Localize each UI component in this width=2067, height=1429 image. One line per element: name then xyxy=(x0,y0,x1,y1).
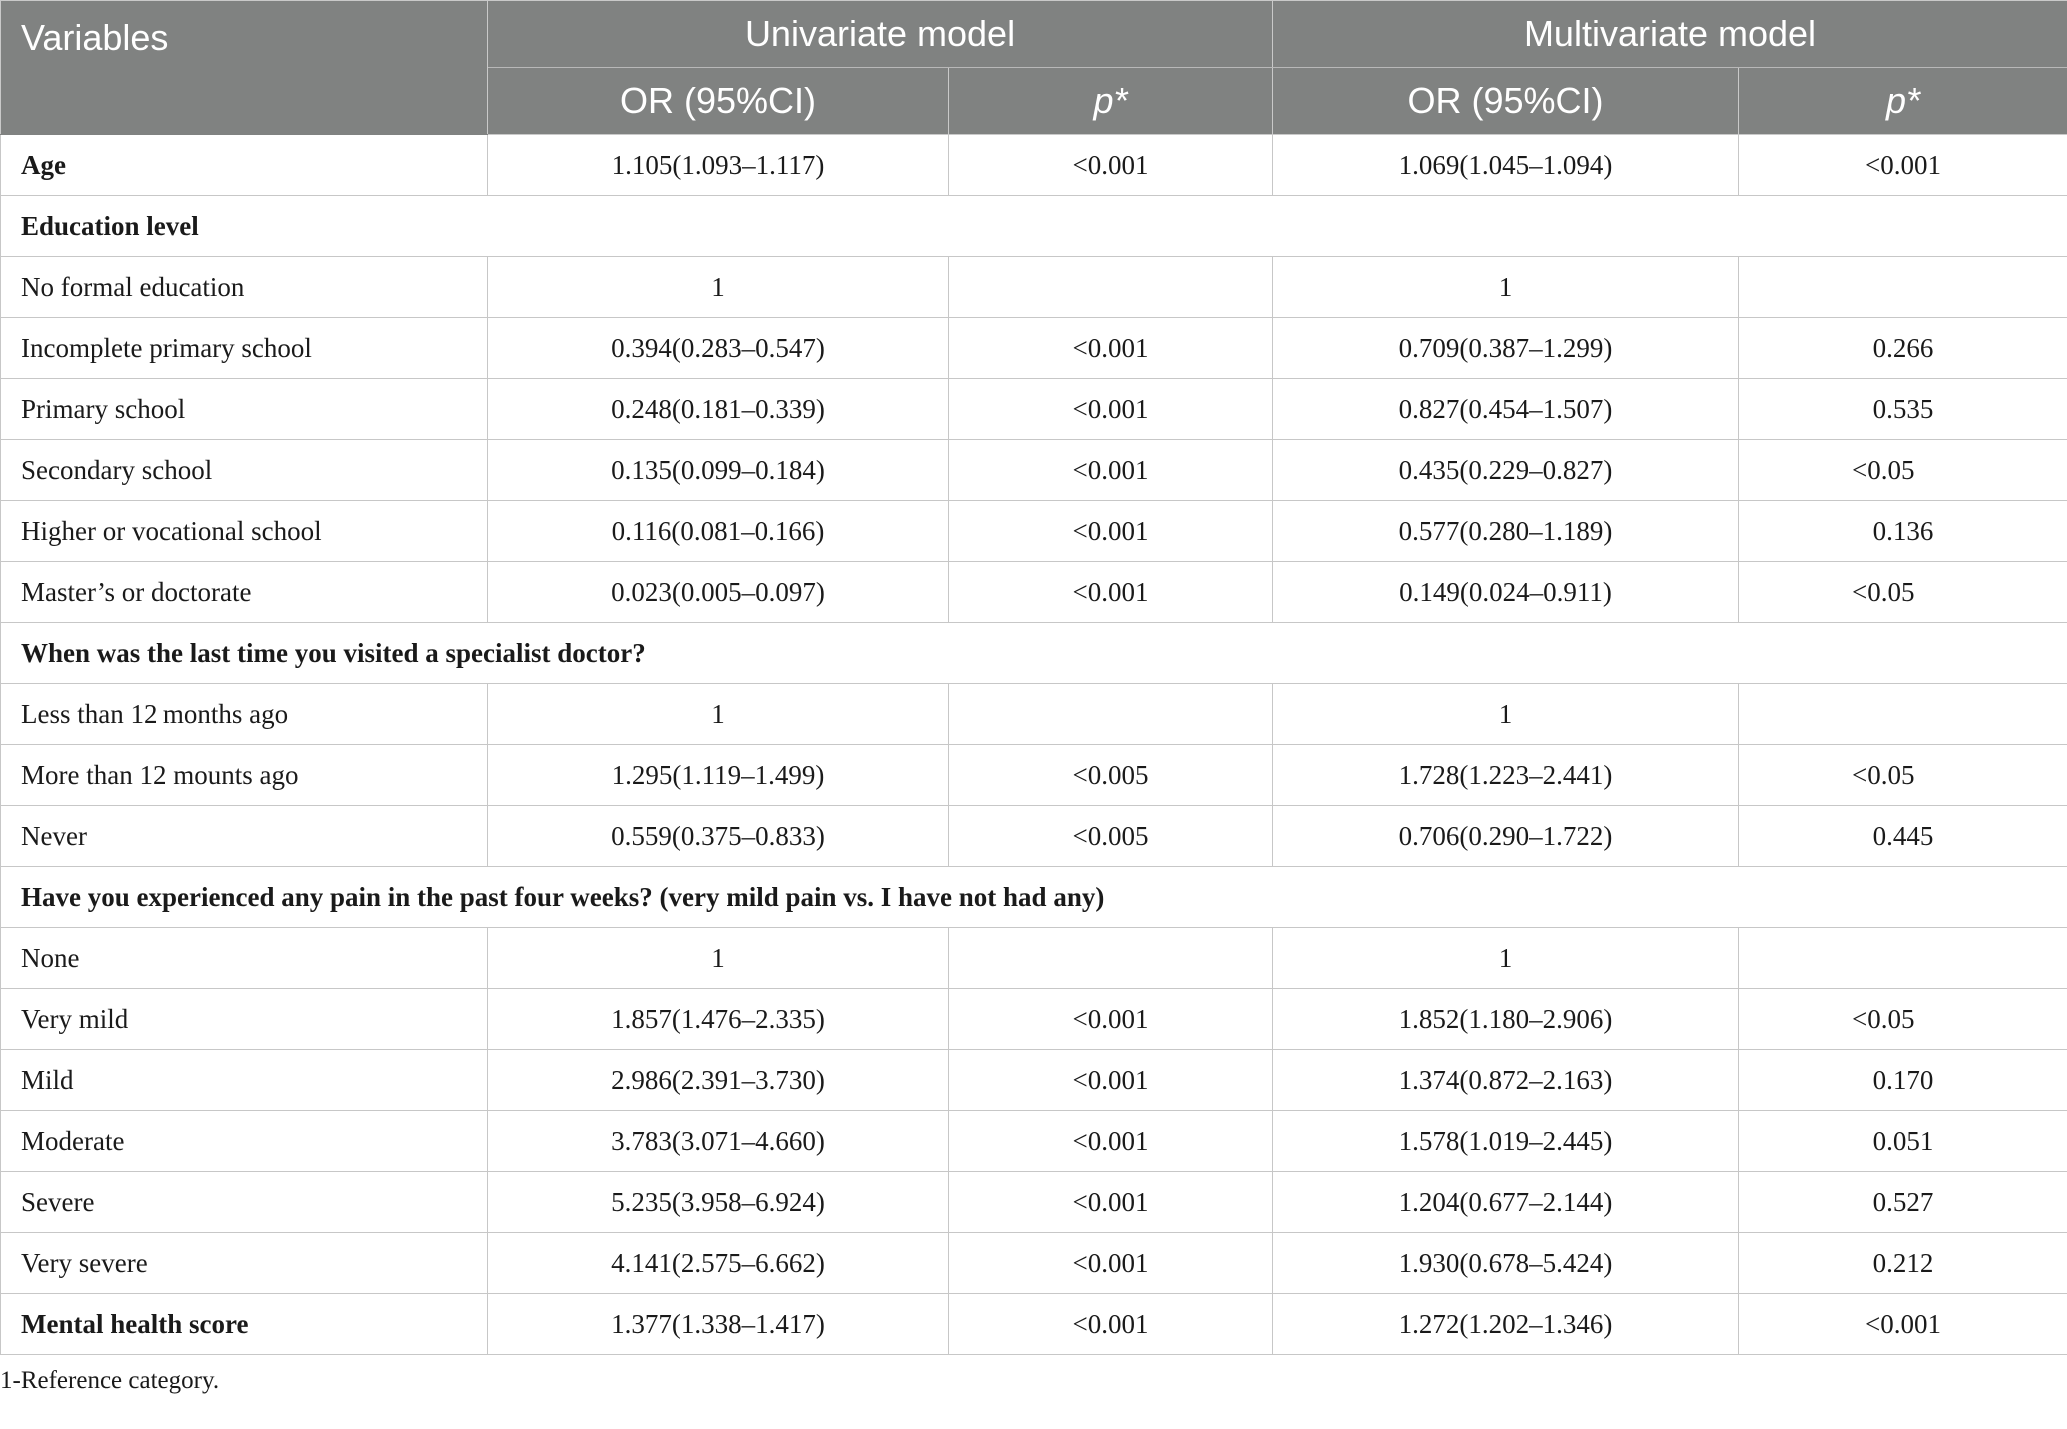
multivariate-or-cell: 1.578(1.019–2.445) xyxy=(1273,1111,1739,1172)
multivariate-or-cell: 1.930(0.678–5.424) xyxy=(1273,1233,1739,1294)
table-row xyxy=(1,1233,2067,1294)
variable-label: Mild xyxy=(1,1050,488,1111)
univariate-or-cell: 1 xyxy=(488,928,949,989)
variable-label: Severe xyxy=(1,1172,488,1233)
header-multivariate-p: p* xyxy=(1739,68,2067,135)
multivariate-p-cell: <0.001 xyxy=(1739,135,2067,196)
multivariate-p-cell: 0.136 xyxy=(1739,501,2067,562)
multivariate-p-cell xyxy=(1739,684,2067,745)
univariate-or-cell: 0.559(0.375–0.833) xyxy=(488,806,949,867)
variable-label: Master’s or doctorate xyxy=(1,562,488,623)
multivariate-or-cell: 0.709(0.387–1.299) xyxy=(1273,318,1739,379)
multivariate-or-cell: 0.827(0.454–1.507) xyxy=(1273,379,1739,440)
univariate-p-cell xyxy=(949,684,1273,745)
univariate-p-cell: <0.001 xyxy=(949,379,1273,440)
multivariate-or-cell: 1 xyxy=(1273,257,1739,318)
table-body xyxy=(1,135,2067,1355)
table-row xyxy=(1,1111,2067,1172)
header-univariate-or: OR (95%CI) xyxy=(488,68,949,135)
variable-label: Less than 12 months ago xyxy=(1,684,488,745)
table-row xyxy=(1,318,2067,379)
univariate-or-cell: 5.235(3.958–6.924) xyxy=(488,1172,949,1233)
univariate-p-cell: <0.005 xyxy=(949,806,1273,867)
variable-label: Very mild xyxy=(1,989,488,1050)
multivariate-p-cell: 0.170 xyxy=(1739,1050,2067,1111)
section-row xyxy=(1,196,2067,257)
univariate-p-cell: <0.001 xyxy=(949,440,1273,501)
variable-label: Very severe xyxy=(1,1233,488,1294)
table-row xyxy=(1,1294,2067,1355)
multivariate-p-cell: 0.445 xyxy=(1739,806,2067,867)
multivariate-or-cell: 1.852(1.180–2.906) xyxy=(1273,989,1739,1050)
univariate-or-cell: 1 xyxy=(488,684,949,745)
univariate-or-cell: 2.986(2.391–3.730) xyxy=(488,1050,949,1111)
univariate-or-cell: 0.248(0.181–0.339) xyxy=(488,379,949,440)
section-heading: Education level xyxy=(1,196,2067,257)
variable-label: Secondary school xyxy=(1,440,488,501)
table-row xyxy=(1,562,2067,623)
header-multivariate-model: Multivariate model xyxy=(1273,1,2067,68)
table-row xyxy=(1,806,2067,867)
multivariate-or-cell: 1.374(0.872–2.163) xyxy=(1273,1050,1739,1111)
variable-label: No formal education xyxy=(1,257,488,318)
univariate-or-cell: 1.295(1.119–1.499) xyxy=(488,745,949,806)
multivariate-or-cell: 1.204(0.677–2.144) xyxy=(1273,1172,1739,1233)
variable-label: Never xyxy=(1,806,488,867)
variable-label: Primary school xyxy=(1,379,488,440)
univariate-or-cell: 0.135(0.099–0.184) xyxy=(488,440,949,501)
univariate-or-cell: 1.377(1.338–1.417) xyxy=(488,1294,949,1355)
table-row xyxy=(1,379,2067,440)
multivariate-p-cell: <0.05 xyxy=(1739,989,2067,1050)
univariate-p-cell: <0.001 xyxy=(949,1050,1273,1111)
multivariate-p-cell: <0.05 xyxy=(1739,440,2067,501)
variable-label: More than 12 mounts ago xyxy=(1,745,488,806)
table-row xyxy=(1,1050,2067,1111)
univariate-p-cell: <0.001 xyxy=(949,501,1273,562)
variable-label: Moderate xyxy=(1,1111,488,1172)
table-header xyxy=(1,1,2067,135)
multivariate-p-cell: 0.266 xyxy=(1739,318,2067,379)
variable-label: Mental health score xyxy=(1,1294,488,1355)
table-row xyxy=(1,745,2067,806)
variable-label: None xyxy=(1,928,488,989)
header-multivariate-or: OR (95%CI) xyxy=(1273,68,1739,135)
multivariate-p-cell: 0.527 xyxy=(1739,1172,2067,1233)
multivariate-p-cell: 0.212 xyxy=(1739,1233,2067,1294)
univariate-or-cell: 1 xyxy=(488,257,949,318)
univariate-or-cell: 3.783(3.071–4.660) xyxy=(488,1111,949,1172)
univariate-p-cell: <0.001 xyxy=(949,562,1273,623)
univariate-p-cell xyxy=(949,257,1273,318)
variable-label: Age xyxy=(1,135,488,196)
section-row xyxy=(1,623,2067,684)
multivariate-or-cell: 1.272(1.202–1.346) xyxy=(1273,1294,1739,1355)
univariate-p-cell: <0.001 xyxy=(949,318,1273,379)
multivariate-p-cell xyxy=(1739,257,2067,318)
multivariate-p-cell: <0.05 xyxy=(1739,562,2067,623)
section-row xyxy=(1,867,2067,928)
univariate-p-cell: <0.001 xyxy=(949,1294,1273,1355)
univariate-or-cell: 4.141(2.575–6.662) xyxy=(488,1233,949,1294)
multivariate-p-cell: <0.001 xyxy=(1739,1294,2067,1355)
table-footnote: 1-Reference category. xyxy=(0,1367,220,1394)
multivariate-p-cell: <0.05 xyxy=(1739,745,2067,806)
header-variables: Variables xyxy=(1,1,488,135)
univariate-p-cell: <0.005 xyxy=(949,745,1273,806)
multivariate-p-cell: 0.535 xyxy=(1739,379,2067,440)
table-row xyxy=(1,501,2067,562)
multivariate-p-cell xyxy=(1739,928,2067,989)
multivariate-p-cell: 0.051 xyxy=(1739,1111,2067,1172)
univariate-p-cell: <0.001 xyxy=(949,1233,1273,1294)
univariate-or-cell: 1.105(1.093–1.117) xyxy=(488,135,949,196)
table-row xyxy=(1,257,2067,318)
univariate-or-cell: 0.394(0.283–0.547) xyxy=(488,318,949,379)
multivariate-or-cell: 0.149(0.024–0.911) xyxy=(1273,562,1739,623)
table-row xyxy=(1,928,2067,989)
multivariate-or-cell: 0.706(0.290–1.722) xyxy=(1273,806,1739,867)
table-row xyxy=(1,989,2067,1050)
multivariate-or-cell: 0.435(0.229–0.827) xyxy=(1273,440,1739,501)
multivariate-or-cell: 1.728(1.223–2.441) xyxy=(1273,745,1739,806)
table-row xyxy=(1,440,2067,501)
univariate-or-cell: 0.116(0.081–0.166) xyxy=(488,501,949,562)
variable-label: Incomplete primary school xyxy=(1,318,488,379)
univariate-p-cell: <0.001 xyxy=(949,1172,1273,1233)
univariate-p-cell: <0.001 xyxy=(949,1111,1273,1172)
univariate-or-cell: 1.857(1.476–2.335) xyxy=(488,989,949,1050)
univariate-or-cell: 0.023(0.005–0.097) xyxy=(488,562,949,623)
univariate-p-cell xyxy=(949,928,1273,989)
table-row xyxy=(1,135,2067,196)
multivariate-or-cell: 1.069(1.045–1.094) xyxy=(1273,135,1739,196)
multivariate-or-cell: 1 xyxy=(1273,928,1739,989)
univariate-p-cell: <0.001 xyxy=(949,989,1273,1050)
table-row xyxy=(1,684,2067,745)
multivariate-or-cell: 0.577(0.280–1.189) xyxy=(1273,501,1739,562)
section-heading: Have you experienced any pain in the past four weeks? (very mild pain vs. I have not had any) xyxy=(1,867,2067,928)
table-row xyxy=(1,1172,2067,1233)
header-univariate-model: Univariate model xyxy=(488,1,1273,68)
header-univariate-p: p* xyxy=(949,68,1273,135)
multivariate-or-cell: 1 xyxy=(1273,684,1739,745)
variable-label: Higher or vocational school xyxy=(1,501,488,562)
section-heading: When was the last time you visited a specialist doctor? xyxy=(1,623,2067,684)
univariate-p-cell: <0.001 xyxy=(949,135,1273,196)
